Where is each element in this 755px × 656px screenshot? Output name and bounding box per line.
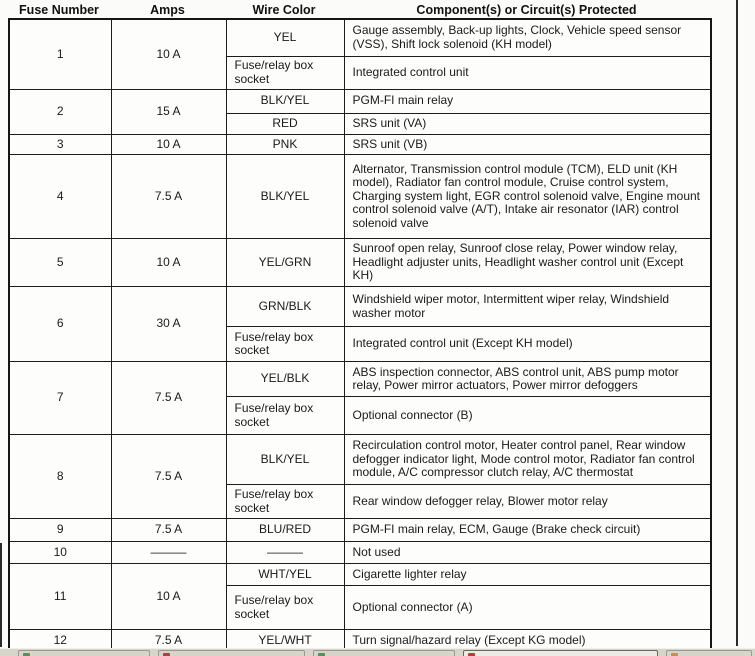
fuse-row-2	[9, 89, 711, 113]
fuse-row-10	[9, 542, 711, 564]
fuse-row-5	[9, 239, 711, 287]
fuse-number-cell: 8	[9, 435, 111, 519]
taskbar	[0, 648, 755, 656]
wire-color-cell: WHT/YEL	[226, 564, 344, 586]
component-cell: SRS unit (VA)	[344, 113, 711, 134]
component-cell: Integrated control unit	[344, 56, 711, 89]
fuse-row-3	[9, 134, 711, 155]
fuse-number-cell: 5	[9, 239, 111, 287]
fuse-number-cell: 7	[9, 362, 111, 435]
component-cell: PGM-FI main relay	[344, 89, 711, 113]
component-cell: Integrated control unit (Except KH model)	[344, 327, 711, 362]
amps-cell: ———	[111, 542, 226, 564]
wire-color-cell: Fuse/relay box socket	[226, 56, 344, 89]
component-cell: Alternator, Transmission control module (TCM), ELD unit (KH model), Radiator fan control module, Cruise control system, Charging system light, EGR control solenoid valve, Engine mount control solenoid valve (A/T), Intake air resonator (IAR) control solenoid valve	[344, 155, 711, 239]
amps-cell: 10 A	[111, 134, 226, 155]
amps-cell: 15 A	[111, 89, 226, 134]
fuse-row-1	[9, 19, 711, 56]
amps-cell: 10 A	[111, 239, 226, 287]
component-cell: ABS inspection connector, ABS control unit, ABS pump motor relay, Power mirror actuators, Power mirror defoggers	[344, 362, 711, 397]
wire-color-cell: GRN/BLK	[226, 287, 344, 327]
wire-color-cell: RED	[226, 113, 344, 134]
component-cell: Optional connector (B)	[344, 397, 711, 435]
page-border-line-right	[736, 0, 738, 646]
fuse-row-4	[9, 155, 711, 239]
column-header: Fuse Number	[19, 3, 99, 17]
wire-color-cell: ———	[226, 542, 344, 564]
wire-color-cell: YEL/GRN	[226, 239, 344, 287]
wire-color-cell: YEL/WHT	[226, 630, 344, 652]
fuse-table	[8, 18, 712, 653]
amps-cell: 7.5 A	[111, 435, 226, 519]
amps-cell: 7.5 A	[111, 519, 226, 542]
wire-color-cell: YEL/BLK	[226, 362, 344, 397]
taskbar-button-3[interactable]	[313, 650, 455, 656]
wire-color-cell: BLU/RED	[226, 519, 344, 542]
component-cell: Not used	[344, 542, 711, 564]
fuse-number-cell: 9	[9, 519, 111, 542]
taskbar-button-5[interactable]	[666, 650, 752, 656]
wire-color-cell: Fuse/relay box socket	[226, 327, 344, 362]
component-cell: Recirculation control motor, Heater control panel, Rear window defogger indicator light, Mode control motor, Radiator fan control module, A/C compressor clutch relay, A/C thermostat	[344, 435, 711, 485]
wire-color-cell: Fuse/relay box socket	[226, 485, 344, 519]
taskbar-button-1[interactable]	[18, 650, 150, 656]
fuse-number-cell: 6	[9, 287, 111, 362]
fuse-number-cell: 12	[9, 630, 111, 652]
fuse-row-11	[9, 564, 711, 586]
wire-color-cell: BLK/YEL	[226, 89, 344, 113]
wire-color-cell: PNK	[226, 134, 344, 155]
taskbar-button-4[interactable]	[463, 650, 658, 656]
amps-cell: 7.5 A	[111, 362, 226, 435]
component-cell: PGM-FI main relay, ECM, Gauge (Brake check circuit)	[344, 519, 711, 542]
page-border-line-left	[0, 543, 2, 647]
wire-color-cell: BLK/YEL	[226, 155, 344, 239]
fuse-row-6	[9, 287, 711, 327]
fuse-number-cell: 11	[9, 564, 111, 630]
component-cell: Gauge assembly, Back-up lights, Clock, Vehicle speed sensor (VSS), Shift lock solenoid (KH model)	[344, 19, 711, 56]
fuse-row-9	[9, 519, 711, 542]
wire-color-cell: YEL	[226, 19, 344, 56]
amps-cell: 30 A	[111, 287, 226, 362]
table-column-headers	[8, 1, 710, 17]
component-cell: Cigarette lighter relay	[344, 564, 711, 586]
amps-cell: 7.5 A	[111, 155, 226, 239]
column-header: Wire Color	[252, 3, 316, 17]
component-cell: Optional connector (A)	[344, 586, 711, 630]
fuse-number-cell: 4	[9, 155, 111, 239]
amps-cell: 10 A	[111, 564, 226, 630]
taskbar-button-2[interactable]	[158, 650, 305, 656]
wire-color-cell: Fuse/relay box socket	[226, 586, 344, 630]
fuse-number-cell: 2	[9, 89, 111, 134]
component-cell: Sunroof open relay, Sunroof close relay, Power window relay, Headlight adjuster units, Headlight washer control unit (Except KH)	[344, 239, 711, 287]
column-header: Component(s) or Circuit(s) Protected	[416, 3, 637, 17]
amps-cell: 10 A	[111, 19, 226, 89]
component-cell: Turn signal/hazard relay (Except KG model)	[344, 630, 711, 652]
fuse-row-8	[9, 435, 711, 485]
fuse-number-cell: 10	[9, 542, 111, 564]
column-header: Amps	[150, 3, 185, 17]
component-cell: SRS unit (VB)	[344, 134, 711, 155]
wire-color-cell: BLK/YEL	[226, 435, 344, 485]
wire-color-cell: Fuse/relay box socket	[226, 397, 344, 435]
fuse-row-7	[9, 362, 711, 397]
fuse-number-cell: 1	[9, 19, 111, 89]
component-cell: Windshield wiper motor, Intermittent wiper relay, Windshield washer motor	[344, 287, 711, 327]
fuse-number-cell: 3	[9, 134, 111, 155]
component-cell: Rear window defogger relay, Blower motor relay	[344, 485, 711, 519]
amps-cell: 7.5 A	[111, 630, 226, 652]
